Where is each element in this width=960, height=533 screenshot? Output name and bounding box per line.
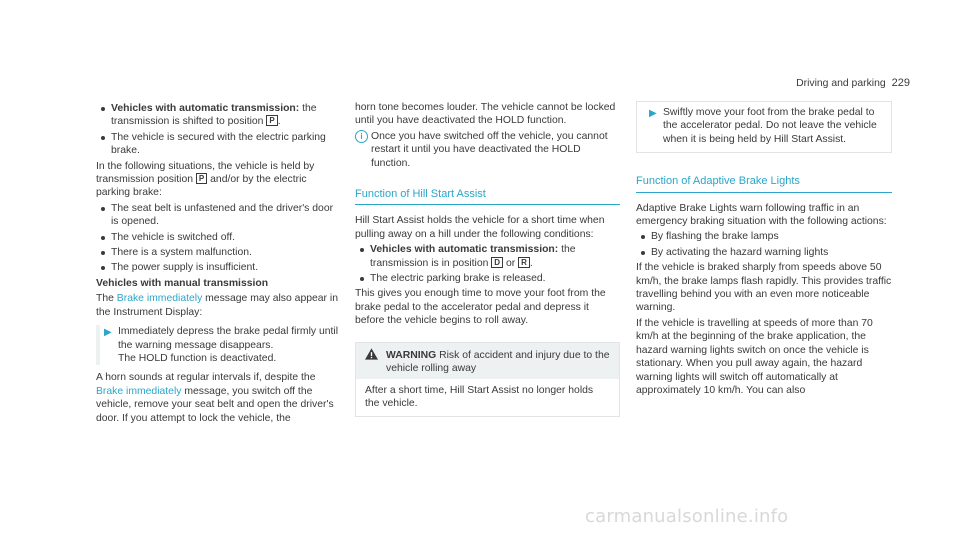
list-item: By flashing the brake lamps [636, 230, 892, 243]
list-item: The electric parking brake is released. [355, 272, 620, 285]
paragraph: This gives you enough time to move your foot from the brake pedal to the accelerator pedal and depress it before the vehicle begins to roll away. [355, 288, 606, 327]
bullet-icon [360, 248, 364, 252]
continued-warning-box [636, 101, 892, 153]
transmission-list [96, 102, 339, 158]
list-item: Vehicles with automatic transmission: the transmission is shifted to position P . [96, 102, 339, 129]
gear-p-icon: P [196, 173, 207, 184]
header-section: Driving and parking [796, 78, 886, 89]
bullet-icon [101, 266, 105, 270]
warning-header: WARNING Risk of accident and injury due to the vehicle rolling away [356, 343, 619, 379]
bullet-icon [101, 207, 105, 211]
bullet-icon [641, 251, 645, 255]
gear-r-icon: R [518, 257, 530, 268]
list-item: By activating the hazard warning lights [636, 246, 892, 259]
gear-p-icon: P [266, 115, 277, 126]
page-header [790, 77, 910, 90]
subheading: Vehicles with manual transmission [96, 277, 269, 289]
paragraph: Adaptive Brake Lights warn following traffic in an emergency braking situation with the following actions: [636, 202, 887, 228]
conditions-list [355, 243, 620, 285]
bullet-icon [641, 235, 645, 239]
bullet-icon [101, 136, 105, 140]
gear-d-icon: D [491, 257, 503, 268]
bullet-icon [360, 277, 364, 281]
list-item: The seat belt is unfastened and the driver's door is opened. [96, 202, 339, 229]
instruction-step: ▶ Swiftly move your foot from the brake pedal to the accelerator pedal. Do not leave the vehicle when it is being held by Hill Start Assist. [649, 107, 877, 145]
paragraph: A horn sounds at regular intervals if, despite the Brake immediately message, you switch off the vehicle, remove your seat belt and open the driver's door. If you attempt to lock the vehicle, the [96, 372, 334, 424]
list-item: Vehicles with automatic transmission: the transmission is in position D or R . [355, 243, 620, 270]
warning-body: After a short time, Hill Start Assist no longer holds the vehicle. [365, 384, 594, 409]
arrow-right-icon: ▶ [104, 327, 112, 339]
paragraph: If the vehicle is braked sharply from speeds above 50 km/h, the brake lamps flash rapidly. This provides traffic travelling behind you with an even more noticeable warning. [636, 262, 892, 314]
instruction-step: ▶ Immediately depress the brake pedal firmly until the warning message disappears. The HOLD function is deactivated. [96, 325, 339, 365]
display-message: Brake immediately [96, 385, 182, 397]
display-message: Brake immediately [116, 293, 203, 305]
column-2 [355, 101, 620, 417]
paragraph: horn tone becomes louder. The vehicle cannot be locked until you have deactivated the HOLD function. [355, 102, 616, 127]
situations-list [96, 202, 339, 275]
bullet-icon [101, 236, 105, 240]
paragraph: Hill Start Assist holds the vehicle for a short time when pulling away on a hill under the following conditions: [355, 215, 605, 240]
list-item: There is a system malfunction. [96, 246, 339, 259]
list-item: The vehicle is switched off. [96, 231, 339, 244]
info-note: i Once you have switched off the vehicle, you cannot restart it until you have deactivated the HOLD function. [355, 130, 620, 170]
arrow-right-icon: ▶ [649, 108, 657, 119]
list-item: The power supply is insufficient. [96, 261, 339, 274]
list-item: The vehicle is secured with the electric parking brake. [96, 131, 339, 158]
watermark: carmanualsonline.info [585, 506, 789, 527]
paragraph: If the vehicle is travelling at speeds of more than 70 km/h at the beginning of the brake application, the hazard warning lights switch on once the vehicle is stationary. When you pull away again, the hazard warning lights will switch off automatically at approximately 10 km/h. You can also [636, 317, 873, 396]
column-3 [636, 101, 892, 399]
bullet-icon [101, 251, 105, 255]
warning-box [355, 342, 620, 418]
actions-list [636, 230, 892, 259]
column-1 [96, 101, 339, 427]
warning-triangle-icon [365, 348, 378, 360]
section-title: Function of Adaptive Brake Lights [636, 175, 892, 192]
bullet-icon [101, 107, 105, 111]
page-number: 229 [891, 77, 910, 89]
paragraph: In the following situations, the vehicle is held by transmission position P and/or by the electric parking brake: [96, 160, 315, 199]
section-title: Function of Hill Start Assist [355, 188, 620, 205]
info-icon: i [355, 130, 368, 143]
warning-title: WARNING [386, 349, 437, 361]
paragraph: The Brake immediately message may also appear in the Instrument Display: [96, 293, 338, 318]
